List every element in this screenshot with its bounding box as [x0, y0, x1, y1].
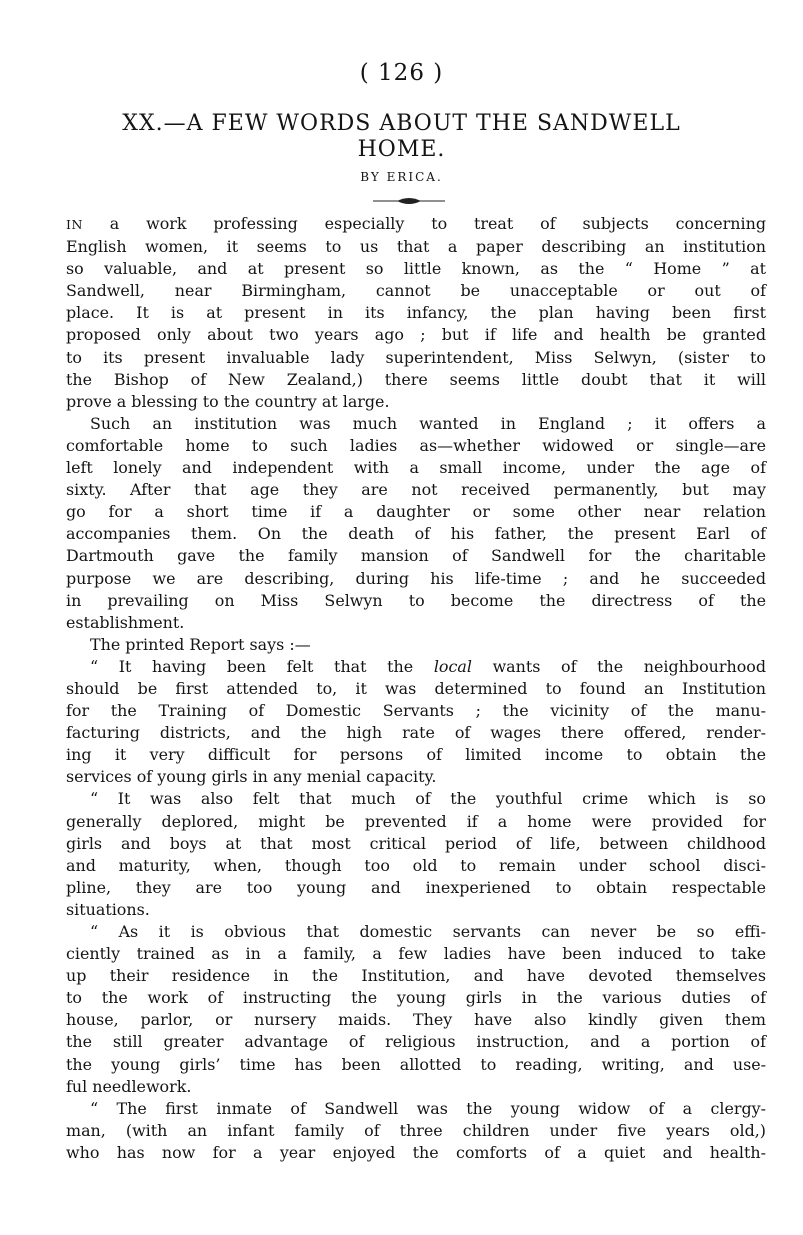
text-line: Such an institution was much wanted in England ; it offers a	[90, 413, 766, 433]
text-line: ful needlework.	[66, 1076, 192, 1096]
text-line: up their residence in the Institution, and have devoted themselves	[66, 966, 766, 986]
text-line: The printed Report says :—	[90, 634, 311, 654]
text-line: establishment.	[66, 612, 185, 632]
ornament-rule-icon	[371, 194, 447, 208]
text-line: to its present invaluable lady superintendent, Miss Selwyn, (sister to	[66, 347, 766, 367]
text-line: comfortable home to such ladies as—whether widowed or single—are	[66, 435, 766, 455]
text-line: to the work of instructing the young girls in the various duties of	[66, 988, 766, 1008]
text-line: prove a blessing to the country at large.	[66, 391, 390, 411]
text-line: who has now for a year enjoyed the comforts of a quiet and health-	[66, 1142, 766, 1162]
text-line: purpose we are describing, during his life-time ; and he succeeded	[66, 568, 766, 588]
text-line: accompanies them. On the death of his father, the present Earl of	[66, 524, 766, 544]
text-line: Sandwell, near Birmingham, cannot be unacceptable or out of	[66, 281, 766, 301]
title-line-1: XX.—A FEW WORDS ABOUT THE SANDWELL	[122, 111, 681, 136]
text-line: proposed only about two years ago ; but if life and health be granted	[66, 325, 766, 345]
text-line: should be first attended to, it was determined to found an Institution	[66, 678, 766, 698]
text-line: pline, they are too young and inexperiened to obtain respectable	[66, 877, 766, 897]
text-line: for the Training of Domestic Servants ; the vicinity of the manu-	[66, 701, 766, 721]
text-line: “ It having been felt that the local wants of the neighbourhood	[90, 656, 767, 676]
title-line-2: HOME.	[357, 137, 446, 162]
text-line: situations.	[66, 899, 150, 919]
text-line: the young girls’ time has been allotted to reading, writing, and use-	[66, 1054, 766, 1074]
text-line: ing it very difficult for persons of limited income to obtain the	[66, 745, 766, 765]
text-line: place. It is at present in its infancy, the plan having been first	[66, 303, 766, 323]
text-line: house, parlor, or nursery maids. They have also kindly given them	[66, 1010, 766, 1030]
text-line: so valuable, and at present so little known, as the “ Home ” at	[66, 259, 766, 279]
text-line: generally deplored, might be prevented if a home were provided for	[66, 811, 766, 831]
text-line: ciently trained as in a family, a few ladies have been induced to take	[66, 944, 766, 964]
text-line: girls and boys at that most critical period of life, between childhood	[66, 833, 766, 853]
text-line: Dartmouth gave the family mansion of Sandwell for the charitable	[66, 546, 766, 566]
text-line: English women, it seems to us that a paper describing an institution	[66, 237, 766, 257]
text-line: the Bishop of New Zealand,) there seems little doubt that it will	[66, 369, 766, 389]
text-line: and maturity, when, though too old to remain under school disci-	[66, 855, 766, 875]
text-line: in prevailing on Miss Selwyn to become the directress of the	[66, 590, 766, 610]
byline: BY ERICA.	[360, 170, 443, 184]
text-line: “ It was also felt that much of the youthful crime which is so	[90, 789, 766, 809]
article-title	[0, 111, 803, 163]
page-number: ( 126 )	[359, 60, 444, 86]
text-line: left lonely and independent with a small income, under the age of	[66, 458, 766, 478]
text-line: go for a short time if a daughter or some other near relation	[66, 502, 766, 522]
article-body-para-1	[66, 213, 766, 1164]
text-line: man, (with an infant family of three children under five years old,)	[66, 1120, 766, 1140]
text-line: services of young girls in any menial capacity.	[66, 767, 437, 787]
text-line: IN a work professing especially to treat of subjects concerning	[66, 214, 766, 233]
text-line: “ The first inmate of Sandwell was the young widow of a clergy-	[90, 1098, 766, 1118]
text-line: facturing districts, and the high rate of wages there offered, render-	[66, 723, 766, 743]
text-line: “ As it is obvious that domestic servants can never be so effi-	[90, 922, 766, 941]
text-line: the still greater advantage of religious instruction, and a portion of	[66, 1032, 766, 1052]
text-line: sixty. After that age they are not received permanently, but may	[66, 480, 766, 500]
